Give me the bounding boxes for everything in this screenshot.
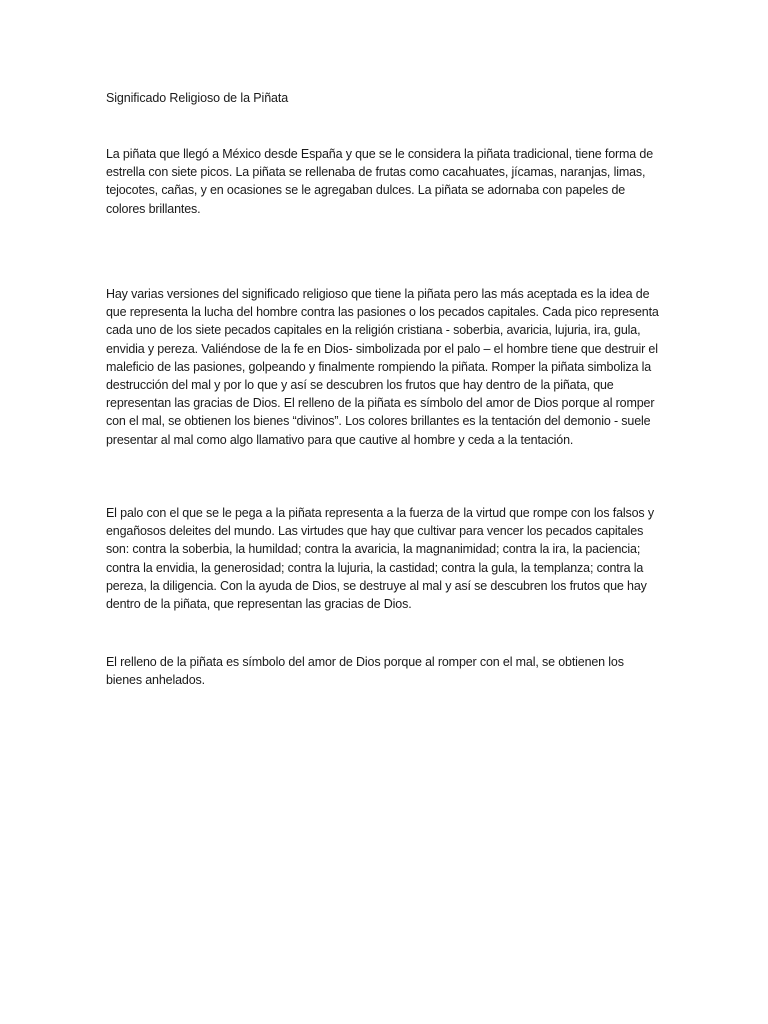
paragraph-intro: La piñata que llegó a México desde España y que se le considera la piñata tradicional, tiene forma de estrella con siete picos. La piñata se rellenaba de frutas como cacahuates, jícamas, naranjas, limas, tejocotes, cañas, y en ocasiones se le agregaban dulces. La piñata se adornaba con papeles de colores brillantes. <box>106 147 654 216</box>
document-title: Significado Religioso de la Piñata <box>106 91 289 105</box>
paragraph-stick: El palo con el que se le pega a la piñata representa a la fuerza de la virtud que rompe con los falsos y engañosos deleites del mundo. Las virtudes que hay que cultivar para vencer los pecados capitales son: contra la soberbia, la humildad; contra la avaricia, la magnanimidad; contra la ira, la paciencia; contra la envidia, la generosidad; contra la lujuria, la castidad; contra la gula, la templanza; contra la pereza, la diligencia. Con la ayuda de Dios, se destruye al mal y así se descubren los frutos que hay dentro de la piñata, que representan las gracias de Dios. <box>106 506 654 612</box>
paragraph-meaning: Hay varias versiones del significado religioso que tiene la piñata pero las más aceptada es la idea de que representa la lucha del hombre contra las pasiones o los pecados capitales. Cada pico representa cada uno de los siete pecados capitales en la religión cristiana - soberbia, avaricia, lujuria, ira, gula, envidia y pereza. Valiéndose de la fe en Dios- simbolizada por el palo – el hombre tiene que destruir el maleficio de las pasiones, golpeando y finalmente rompiendo la piñata. Romper la piñata simboliza la destrucción del mal y por lo que y así se descubren los frutos que hay dentro de la piñata, que representan las gracias de Dios. El relleno de la piñata es símbolo del amor de Dios porque al romper con el mal, se obtienen los bienes “divinos”. Los colores brillantes es la tentación del demonio - suele presentar al mal como algo llamativo para que cautive al hombre y ceda a la tentación. <box>106 287 659 447</box>
paragraph-filling: El relleno de la piñata es símbolo del amor de Dios porque al romper con el mal, se obtienen los bienes anhelados. <box>106 655 624 688</box>
